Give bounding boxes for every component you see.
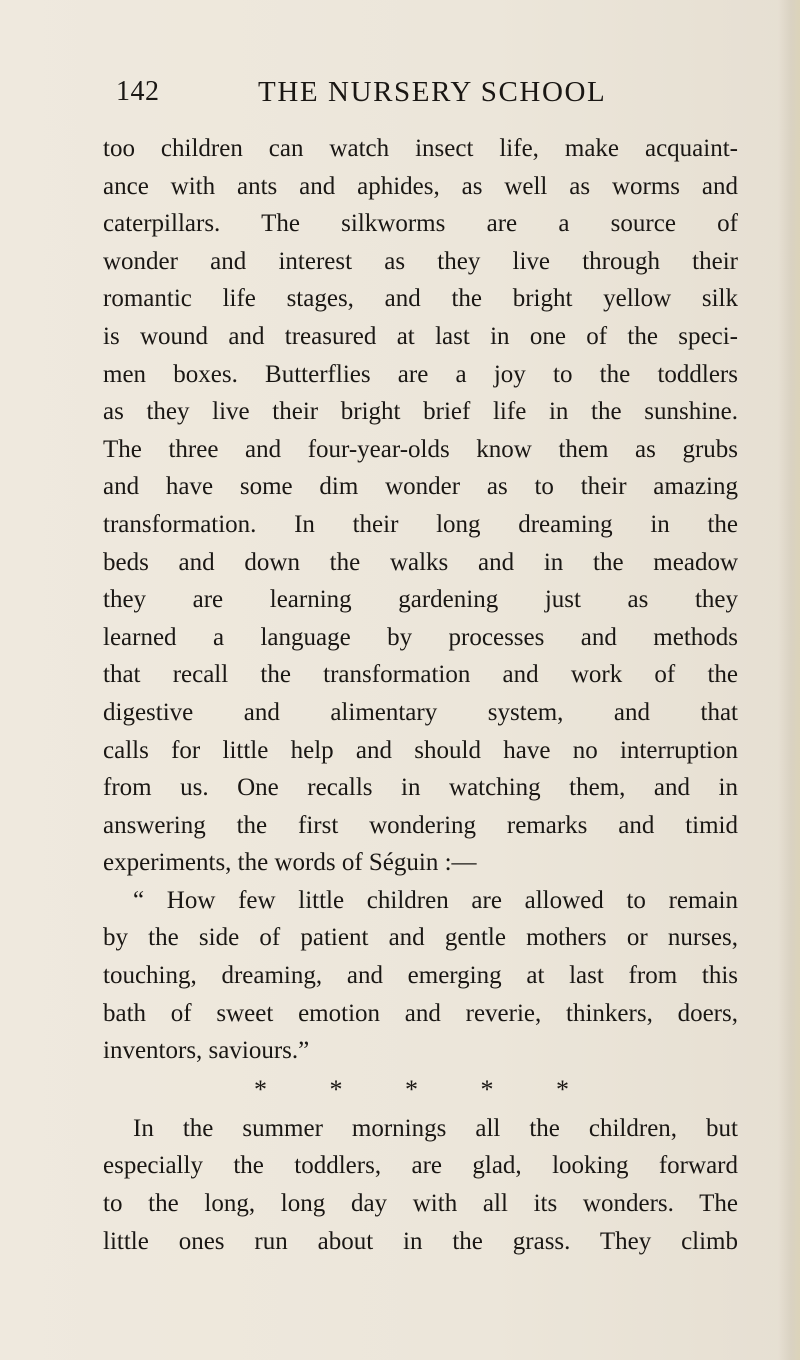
- running-head: THE NURSERY SCHOOL: [258, 76, 607, 108]
- text-line: calls for little help and should have no interruption: [103, 736, 738, 764]
- text-line: to the long, long day with all its wonders. The: [103, 1190, 738, 1218]
- text-line: from us. One recalls in watching them, and in: [103, 774, 738, 802]
- text-line: too children can watch insect life, make acquaint-: [103, 135, 738, 162]
- text-line: romantic life stages, and the bright yellow silk: [103, 285, 738, 313]
- quote-line: touching, dreaming, and emerging at last from this: [103, 962, 738, 990]
- paragraph-2: [103, 1110, 738, 1260]
- paragraph-1: [103, 130, 738, 882]
- page-header: [102, 76, 742, 116]
- page-edge: [778, 0, 800, 1360]
- text-line: ance with ants and aphides, as well as worms and: [103, 172, 738, 200]
- quote-line: bath of sweet emotion and reverie, thinkers, doers,: [103, 999, 738, 1027]
- quote-line: inventors, saviours.”: [103, 1037, 310, 1065]
- quote-line: “ How few little children are allowed to remain: [133, 886, 738, 914]
- text-line: and have some dim wonder as to their amazing: [103, 473, 738, 501]
- text-line: caterpillars. The silkworms are a source of: [103, 210, 738, 238]
- text-line: wonder and interest as they live through their: [103, 247, 738, 275]
- text-line: digestive and alimentary system, and that: [103, 698, 738, 726]
- text-line: as they live their bright brief life in the sunshine.: [103, 398, 738, 426]
- text-line: The three and four-year-olds know them as grubs: [103, 435, 738, 463]
- text-line: that recall the transformation and work of the: [103, 661, 738, 689]
- text-line: In the summer mornings all the children, but: [133, 1114, 738, 1142]
- text-line: they are learning gardening just as they: [103, 586, 738, 614]
- text-line: little ones run about in the grass. They climb: [103, 1227, 738, 1255]
- text-line: transformation. In their long dreaming in the: [103, 510, 738, 538]
- body-text: [103, 130, 738, 1260]
- text-line: experiments, the words of Séguin :—: [103, 849, 477, 877]
- quote-line: by the side of patient and gentle mothers or nurses,: [103, 924, 738, 952]
- text-line: especially the toddlers, are glad, looking forward: [103, 1152, 738, 1180]
- text-line: answering the first wondering remarks and timid: [103, 811, 738, 839]
- text-line: men boxes. Butterflies are a joy to the toddlers: [103, 360, 738, 388]
- section-separator: * * * * *: [254, 1074, 597, 1104]
- text-line: beds and down the walks and in the meadow: [103, 548, 738, 576]
- text-line: is wound and treasured at last in one of the speci-: [103, 322, 738, 350]
- page-number: 142: [116, 76, 160, 107]
- block-quote: [103, 882, 738, 1070]
- text-line: learned a language by processes and methods: [103, 623, 738, 651]
